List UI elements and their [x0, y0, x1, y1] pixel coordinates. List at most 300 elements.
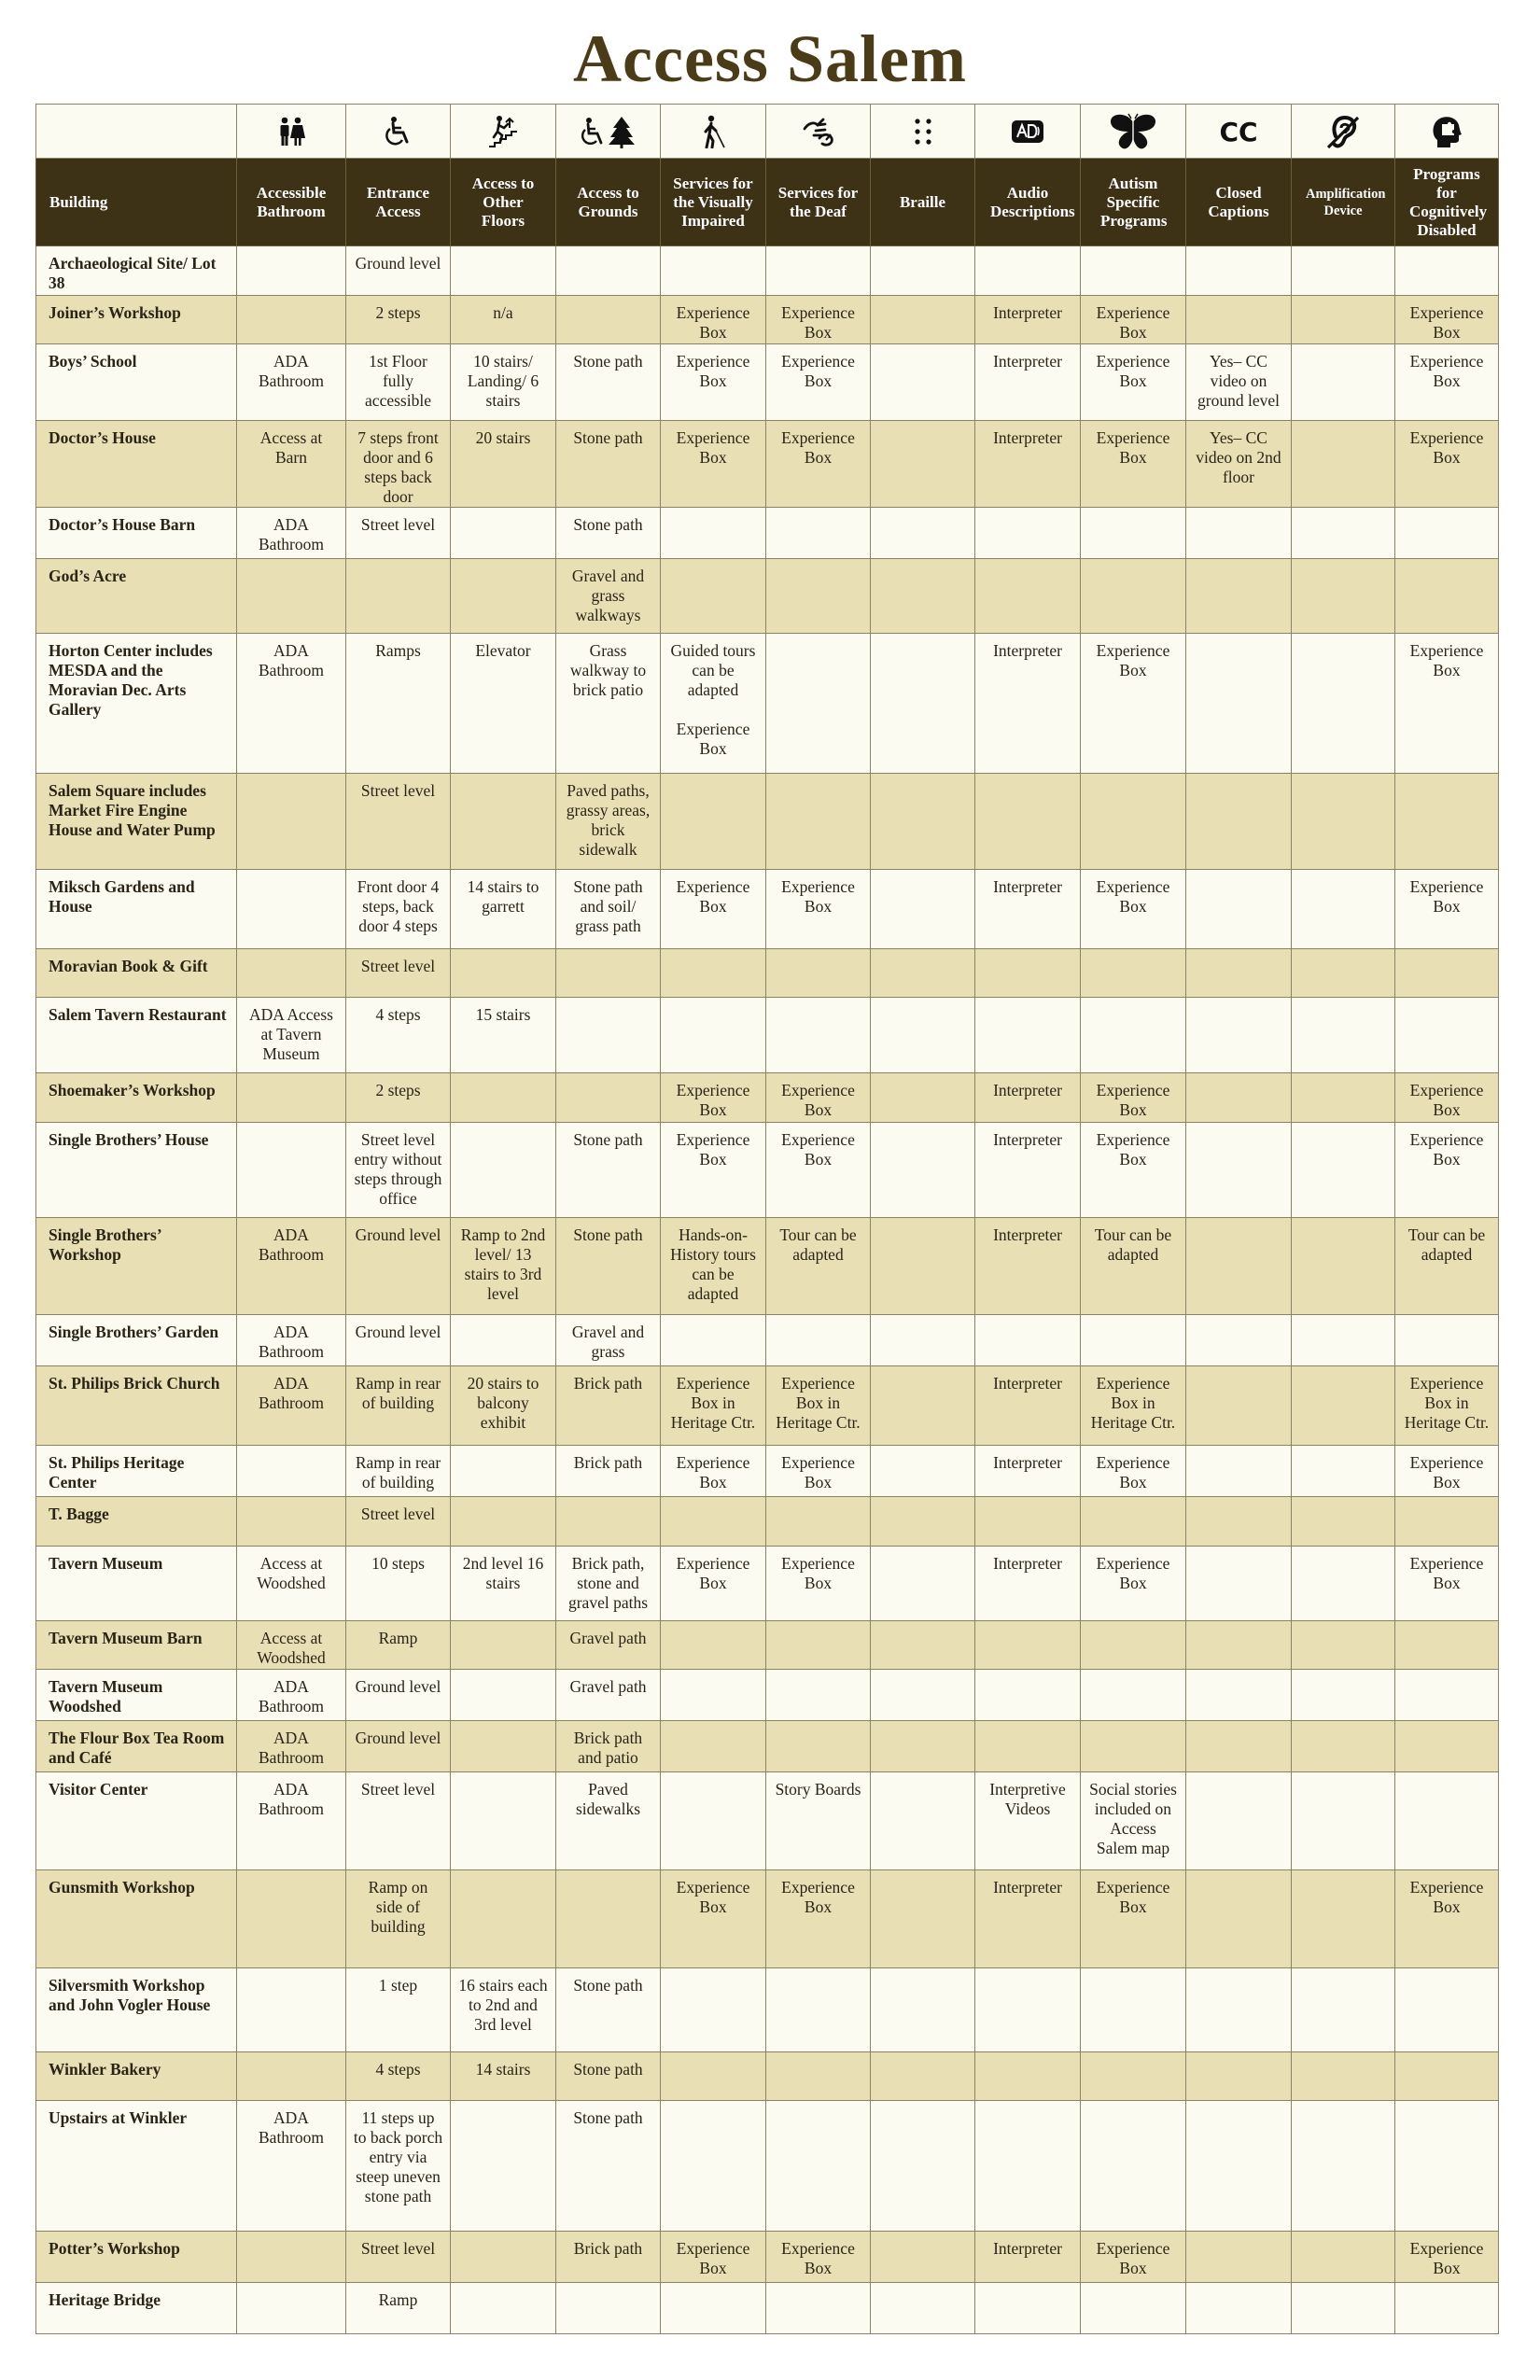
table-cell — [1186, 1621, 1292, 1670]
building-name: T. Bagge — [36, 1497, 237, 1547]
table-cell — [975, 1366, 1081, 1446]
cell-text: Experience Box — [1096, 1130, 1170, 1169]
table-cell — [237, 1772, 346, 1870]
table-cell — [556, 774, 661, 870]
table-cell — [346, 1073, 451, 1123]
cell-text: Brick path — [573, 2239, 643, 2258]
table-cell — [1395, 949, 1499, 998]
cell-text: 20 stairs to balcony exhibit — [467, 1374, 539, 1432]
table-cell — [871, 2052, 975, 2101]
cell-text: Ground level — [355, 1323, 441, 1341]
table-cell — [1395, 2232, 1499, 2283]
table-cell — [346, 1446, 451, 1497]
cell-text: Paved paths, grassy areas, brick sidewalk — [566, 781, 651, 859]
table-cell — [451, 1721, 556, 1772]
table-cell — [1395, 2101, 1499, 2232]
cell-text: Experience Box — [676, 428, 750, 467]
cell-text: Experience Box — [1409, 1453, 1484, 1491]
cell-text: Gravel path — [569, 1677, 647, 1696]
cell-text: ADA Access at Tavern Museum — [249, 1005, 333, 1063]
cell-text: Street level — [360, 1780, 436, 1799]
cell-text: Grass walkway to brick patio — [569, 641, 647, 699]
table-cell — [451, 421, 556, 508]
table-cell — [1186, 1721, 1292, 1772]
table-cell — [1395, 421, 1499, 508]
table-cell — [661, 1073, 766, 1123]
table-cell — [1292, 508, 1395, 559]
column-header-text: Access to Grounds — [577, 183, 639, 220]
table-cell — [1081, 1721, 1186, 1772]
table-cell — [1292, 2283, 1395, 2334]
table-cell — [661, 559, 766, 634]
table-cell — [661, 1123, 766, 1218]
table-row — [36, 998, 1499, 1073]
table-cell — [871, 1315, 975, 1366]
column-header-row — [36, 159, 1499, 246]
cell-text: Experience Box — [676, 1081, 750, 1119]
table-cell — [451, 1670, 556, 1721]
cell-text: ADA Bathroom — [259, 1225, 324, 1264]
table-cell — [346, 2052, 451, 2101]
table-cell — [766, 1073, 871, 1123]
table-cell — [1395, 2052, 1499, 2101]
table-cell — [871, 1446, 975, 1497]
table-row — [36, 1315, 1499, 1366]
table-cell — [1292, 246, 1395, 296]
table-cell — [766, 246, 871, 296]
cell-text: Guided tours can be adapted Experience Box — [670, 641, 756, 758]
table-cell — [346, 1621, 451, 1670]
cell-text: ADA Bathroom — [259, 641, 324, 679]
table-cell — [1081, 774, 1186, 870]
column-header-text: Programs for Cognitively Disabled — [1409, 164, 1488, 239]
table-cell — [346, 1968, 451, 2052]
column-header-text: Accessible Bathroom — [256, 183, 327, 220]
table-cell — [451, 1772, 556, 1870]
table-cell — [556, 1497, 661, 1547]
cell-text: Gravel and grass walkways — [571, 567, 645, 624]
table-cell — [1186, 2052, 1292, 2101]
table-cell — [766, 1218, 871, 1315]
table-cell — [766, 1446, 871, 1497]
cell-text: Interpreter — [993, 641, 1062, 660]
table-cell — [237, 1366, 346, 1446]
table-cell — [556, 1073, 661, 1123]
table-cell — [975, 421, 1081, 508]
table-cell — [237, 421, 346, 508]
cell-text: n/a — [493, 303, 513, 322]
table-cell — [871, 344, 975, 421]
building-name: Gunsmith Workshop — [36, 1870, 237, 1968]
building-name: Silversmith Workshop and John Vogler House — [36, 1968, 237, 2052]
table-cell — [346, 634, 451, 774]
cell-text: Experience Box — [676, 1453, 750, 1491]
table-cell — [871, 949, 975, 998]
cell-text: Ramp in rear of building — [355, 1374, 441, 1412]
cell-text: Experience Box — [781, 877, 855, 916]
table-cell — [1081, 1315, 1186, 1366]
table-row — [36, 2283, 1499, 2334]
column-header — [346, 159, 451, 246]
cell-text: Tour can be adapted — [1407, 1225, 1486, 1264]
building-name: Moravian Book & Gift — [36, 949, 237, 998]
table-cell — [237, 1315, 346, 1366]
table-cell — [661, 2052, 766, 2101]
cell-text: Street level — [360, 1505, 436, 1523]
table-cell — [975, 2232, 1081, 2283]
table-cell — [661, 1670, 766, 1721]
table-cell — [1395, 1497, 1499, 1547]
cell-text: Experience Box — [781, 1878, 855, 1916]
table-cell — [237, 1670, 346, 1721]
table-cell — [1292, 344, 1395, 421]
cell-text: Ramp to 2nd level/ 13 stairs to 3rd level — [460, 1225, 546, 1303]
table-cell — [871, 1123, 975, 1218]
cell-text: Experience Box — [1096, 1081, 1170, 1119]
column-header — [237, 159, 346, 246]
building-name: Upstairs at Winkler — [36, 2101, 237, 2232]
icon-row — [36, 105, 1499, 159]
table-cell — [975, 246, 1081, 296]
table-cell — [871, 1218, 975, 1315]
butterfly-icon — [1108, 113, 1158, 150]
table-cell — [451, 2101, 556, 2232]
table-cell — [1186, 774, 1292, 870]
cell-text: Street level entry without steps through office — [354, 1130, 442, 1208]
table-cell — [556, 344, 661, 421]
table-cell — [556, 2052, 661, 2101]
table-row — [36, 1968, 1499, 2052]
table-cell — [1292, 1721, 1395, 1772]
table-cell — [1081, 1218, 1186, 1315]
table-cell — [237, 508, 346, 559]
table-cell — [871, 1772, 975, 1870]
building-name: Single Brothers’ House — [36, 1123, 237, 1218]
icon-cell-blank — [36, 105, 237, 159]
cell-text: Street level — [360, 957, 436, 975]
table-cell — [556, 296, 661, 344]
cell-text: Ground level — [355, 254, 441, 273]
table-cell — [766, 634, 871, 774]
table-cell — [237, 559, 346, 634]
table-cell — [1186, 1670, 1292, 1721]
table-cell — [1395, 998, 1499, 1073]
table-cell — [451, 296, 556, 344]
table-row — [36, 2052, 1499, 2101]
cell-text: Street level — [360, 2239, 436, 2258]
cell-text: Experience Box — [1409, 1554, 1484, 1592]
column-header — [1186, 159, 1292, 246]
cell-text: Elevator — [475, 641, 531, 660]
table-cell — [975, 634, 1081, 774]
table-cell — [871, 1670, 975, 1721]
table-cell — [1186, 1547, 1292, 1621]
table-cell — [1081, 870, 1186, 949]
stairs-icon — [487, 115, 519, 148]
table-cell — [766, 870, 871, 949]
cell-text: 4 steps — [375, 1005, 421, 1024]
table-row — [36, 421, 1499, 508]
table-cell — [661, 1446, 766, 1497]
cell-text: 14 stairs — [475, 2060, 531, 2079]
table-cell — [556, 508, 661, 559]
table-cell — [661, 1968, 766, 2052]
table-cell — [766, 1670, 871, 1721]
table-cell — [346, 1315, 451, 1366]
cell-text: 10 stairs/ Landing/ 6 stairs — [467, 352, 539, 410]
table-row — [36, 2232, 1499, 2283]
table-cell — [451, 2052, 556, 2101]
table-cell — [1395, 1670, 1499, 1721]
cell-text: Interpreter — [993, 2239, 1062, 2258]
table-cell — [1081, 2232, 1186, 2283]
cell-text: Ramp — [378, 1629, 418, 1647]
table-cell — [1292, 1446, 1395, 1497]
building-name: Winkler Bakery — [36, 2052, 237, 2101]
table-cell — [1081, 998, 1186, 1073]
cell-text: 16 stairs each to 2nd and 3rd level — [458, 1976, 548, 2034]
cell-text: Experience Box — [1096, 428, 1170, 467]
table-row — [36, 1218, 1499, 1315]
table-cell — [1292, 421, 1395, 508]
cell-text: Experience Box in Heritage Ctr. — [1090, 1374, 1176, 1432]
table-cell — [556, 1315, 661, 1366]
cell-text: Stone path — [573, 2108, 643, 2127]
table-cell — [1186, 246, 1292, 296]
table-cell — [1186, 2283, 1292, 2334]
table-cell — [451, 634, 556, 774]
table-cell — [871, 508, 975, 559]
table-cell — [975, 1968, 1081, 2052]
cell-text: Experience Box in Heritage Ctr. — [776, 1374, 861, 1432]
cell-text: Experience Box — [1409, 352, 1484, 390]
table-cell — [871, 559, 975, 634]
table-cell — [346, 1721, 451, 1772]
column-header — [1292, 159, 1395, 246]
table-cell — [1081, 559, 1186, 634]
cell-text: Gravel and grass — [571, 1323, 645, 1361]
table-cell — [1292, 1870, 1395, 1968]
table-cell — [661, 2283, 766, 2334]
table-cell — [237, 246, 346, 296]
table-cell — [1395, 246, 1499, 296]
table-cell — [556, 1547, 661, 1621]
table-cell — [1395, 1315, 1499, 1366]
table-cell — [1081, 1670, 1186, 1721]
table-cell — [346, 998, 451, 1073]
table-cell — [661, 870, 766, 949]
table-row — [36, 296, 1499, 344]
table-cell — [661, 1315, 766, 1366]
table-cell — [1395, 870, 1499, 949]
cell-text: 7 steps front door and 6 steps back door — [357, 428, 439, 506]
table-cell — [661, 1721, 766, 1772]
building-name: Visitor Center — [36, 1772, 237, 1870]
table-cell — [346, 1123, 451, 1218]
cell-text: 1st Floor fully accessible — [365, 352, 431, 410]
braille-icon — [913, 117, 933, 147]
table-cell — [451, 344, 556, 421]
table-cell — [766, 1123, 871, 1218]
cell-text: Experience Box — [1096, 2239, 1170, 2277]
table-cell — [556, 1670, 661, 1721]
table-row — [36, 246, 1499, 296]
table-cell — [346, 246, 451, 296]
table-cell — [661, 2101, 766, 2232]
cell-text: 11 steps up to back porch entry via steep uneven stone path — [353, 2108, 443, 2205]
cell-text: Experience Box — [1409, 641, 1484, 679]
cell-text: 2 steps — [375, 1081, 421, 1099]
cell-text: Stone path — [573, 1130, 643, 1149]
table-cell — [1186, 1870, 1292, 1968]
table-cell — [556, 634, 661, 774]
building-name: Archaeological Site/ Lot 38 — [36, 246, 237, 296]
building-name: Heritage Bridge — [36, 2283, 237, 2334]
table-cell — [1186, 344, 1292, 421]
table-cell — [451, 1073, 556, 1123]
table-cell — [1081, 1123, 1186, 1218]
cell-text: Experience Box — [1409, 1130, 1484, 1169]
table-cell — [975, 774, 1081, 870]
table-cell — [237, 1073, 346, 1123]
table-cell — [766, 1968, 871, 2052]
table-cell — [975, 870, 1081, 949]
table-cell — [1186, 1446, 1292, 1497]
cell-text: Stone path — [573, 428, 643, 447]
table-cell — [1292, 949, 1395, 998]
cell-text: Experience Box — [1096, 1554, 1170, 1592]
cell-text: Experience Box — [781, 303, 855, 342]
table-cell — [871, 421, 975, 508]
table-cell — [556, 2232, 661, 2283]
table-cell — [556, 421, 661, 508]
table-cell — [871, 1870, 975, 1968]
table-cell — [1081, 1547, 1186, 1621]
cell-text: Experience Box — [781, 1130, 855, 1169]
table-cell — [1395, 296, 1499, 344]
table-cell — [346, 1366, 451, 1446]
table-cell — [975, 1670, 1081, 1721]
table-row — [36, 870, 1499, 949]
table-cell — [556, 1218, 661, 1315]
table-cell — [1186, 2101, 1292, 2232]
building-name: The Flour Box Tea Room and Café — [36, 1721, 237, 1772]
table-cell — [871, 1621, 975, 1670]
column-header-text: Braille — [899, 192, 946, 211]
table-cell — [451, 1870, 556, 1968]
column-header-text: Audio Descriptions — [990, 183, 1075, 220]
table-cell — [451, 870, 556, 949]
table-row — [36, 2101, 1499, 2232]
column-header-text: Services for the Deaf — [777, 183, 859, 220]
building-name: Boys’ School — [36, 344, 237, 421]
cell-text: Experience Box — [676, 1554, 750, 1592]
table-cell — [871, 246, 975, 296]
table-cell — [1081, 1772, 1186, 1870]
cell-text: Interpreter — [993, 428, 1062, 447]
table-cell — [346, 2101, 451, 2232]
table-cell — [451, 1621, 556, 1670]
building-name: St. Philips Heritage Center — [36, 1446, 237, 1497]
column-header — [1395, 159, 1499, 246]
table-cell — [451, 1547, 556, 1621]
cell-text: Interpretive Videos — [989, 1780, 1066, 1818]
cell-text: 14 stairs to garrett — [467, 877, 539, 916]
table-cell — [1081, 1968, 1186, 2052]
cell-text: Interpreter — [993, 1130, 1062, 1149]
table-cell — [1186, 508, 1292, 559]
cell-text: ADA Bathroom — [259, 352, 324, 390]
table-cell — [556, 1446, 661, 1497]
table-cell — [766, 1772, 871, 1870]
table-cell — [975, 1772, 1081, 1870]
cell-text: Gravel path — [569, 1629, 647, 1647]
table-cell — [556, 2283, 661, 2334]
table-cell — [766, 2101, 871, 2232]
cell-text: Brick path, stone and gravel paths — [567, 1554, 649, 1612]
table-cell — [1395, 1721, 1499, 1772]
column-header-text: Services for the Visually Impaired — [673, 174, 753, 230]
table-cell — [661, 949, 766, 998]
table-cell — [556, 1366, 661, 1446]
column-header-text: Access to Other Floors — [471, 174, 535, 230]
cell-text: Experience Box — [1096, 352, 1170, 390]
table-cell — [871, 1547, 975, 1621]
table-row — [36, 1670, 1499, 1721]
cell-text: Interpreter — [993, 1081, 1062, 1099]
table-cell — [1395, 1218, 1499, 1315]
table-cell — [556, 1968, 661, 2052]
table-cell — [1186, 1218, 1292, 1315]
cell-text: Brick path and patio — [573, 1729, 643, 1767]
table-cell — [451, 246, 556, 296]
table-cell — [871, 998, 975, 1073]
table-row — [36, 1721, 1499, 1772]
table-row — [36, 634, 1499, 774]
table-cell — [346, 870, 451, 949]
table-cell — [451, 1123, 556, 1218]
cell-text: Paved sidewalks — [575, 1780, 641, 1818]
table-cell — [451, 998, 556, 1073]
table-cell — [1292, 1772, 1395, 1870]
table-row — [36, 1366, 1499, 1446]
table-row — [36, 1446, 1499, 1497]
wheelchair-icon — [383, 116, 414, 147]
table-cell — [871, 1968, 975, 2052]
table-cell — [1186, 998, 1292, 1073]
cell-text: Experience Box — [1096, 641, 1170, 679]
table-cell — [871, 2283, 975, 2334]
table-cell — [661, 774, 766, 870]
head-puzzle-icon — [1430, 114, 1463, 149]
table-cell — [766, 2232, 871, 2283]
table-cell — [975, 1621, 1081, 1670]
cell-text: Experience Box — [1409, 1081, 1484, 1119]
table-cell — [237, 870, 346, 949]
table-cell — [766, 1547, 871, 1621]
closed-captions-icon: CC — [1219, 116, 1258, 147]
table-cell — [237, 2232, 346, 2283]
table-cell — [1292, 1073, 1395, 1123]
table-cell — [237, 1497, 346, 1547]
table-cell — [1292, 1123, 1395, 1218]
cell-text: Social stories included on Access Salem map — [1089, 1780, 1177, 1857]
table-cell — [1292, 296, 1395, 344]
table-cell — [451, 1315, 556, 1366]
sign-language-icon — [801, 116, 836, 147]
table-cell — [1081, 2052, 1186, 2101]
cell-text: 2nd level 16 stairs — [462, 1554, 544, 1592]
